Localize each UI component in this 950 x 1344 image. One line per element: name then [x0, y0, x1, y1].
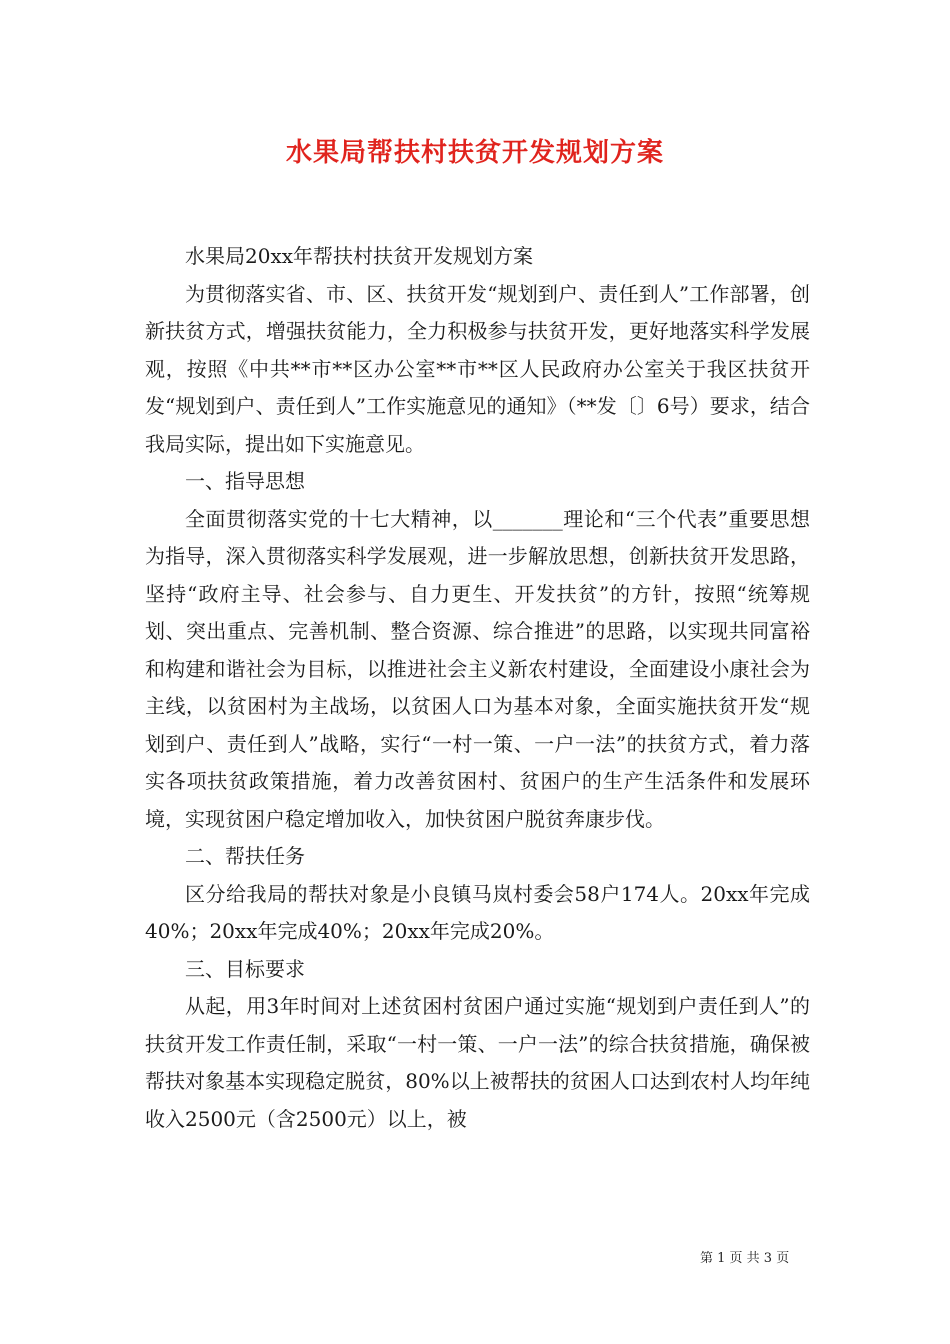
paragraph-assistance-tasks: 区分给我局的帮扶对象是小良镇马岚村委会58户174人。20xx年完成40%；20xx年完成40%；20xx年完成20%。	[145, 881, 810, 943]
paragraph-intro: 为贯彻落实省、市、区、扶贫开发“规划到户、责任到人”工作部署，创新扶贫方式，增强扶贫能力，全力积极参与扶贫开发，更好地落实科学发展观，按照《中共**市**区办公室**市**区人民政府办公室关于我区扶贫开发“规划到户、责任到人”工作实施意见的通知》（**发〔〕6号）要求，结合我局实际，提出如下实施意见。	[145, 281, 810, 456]
section-heading-goals: 三、目标要求	[185, 956, 305, 981]
page-number: 第 1 页 共 3 页	[700, 1251, 790, 1266]
paragraph-guiding-ideology: 全面贯彻落实党的十七大精神，以_______理论和“三个代表”重要思想为指导，深入贯彻落实科学发展观，进一步解放思想，创新扶贫开发思路，坚持“政府主导、社会参与、自力更生、开发扶贫”的方针，按照“统筹规划、突出重点、完善机制、整合资源、综合推进”的思路，以实现共同富裕和构建和谐社会为目标，以推进社会主义新农村建设，全面建设小康社会为主线，以贫困村为主战场，以贫困人口为基本对象，全面实施扶贫开发“规划到户、责任到人”战略，实行“一村一策、一户一法”的扶贫方式，着力落实各项扶贫政策措施，着力改善贫困村、贫困户的生产生活条件和发展环境，实现贫困户稳定增加收入，加快贫困户脱贫奔康步伐。	[145, 506, 810, 831]
paragraph-goals: 从起，用3年时间对上述贫困村贫困户通过实施“规划到户责任到人”的扶贫开发工作责任制，采取“一村一策、一户一法”的综合扶贫措施，确保被帮扶对象基本实现稳定脱贫，80%以上被帮扶的贫困人口达到农村人均年纯收入2500元（含2500元）以上，被	[145, 994, 810, 1131]
document-body	[145, 238, 810, 1138]
paragraph-subtitle: 水果局20xx年帮扶村扶贫开发规划方案	[185, 244, 534, 268]
section-heading-assistance-tasks: 二、帮扶任务	[185, 844, 305, 868]
document-title: 水果局帮扶村扶贫开发规划方案	[285, 138, 664, 168]
section-heading-guiding-ideology: 一、指导思想	[185, 469, 305, 493]
